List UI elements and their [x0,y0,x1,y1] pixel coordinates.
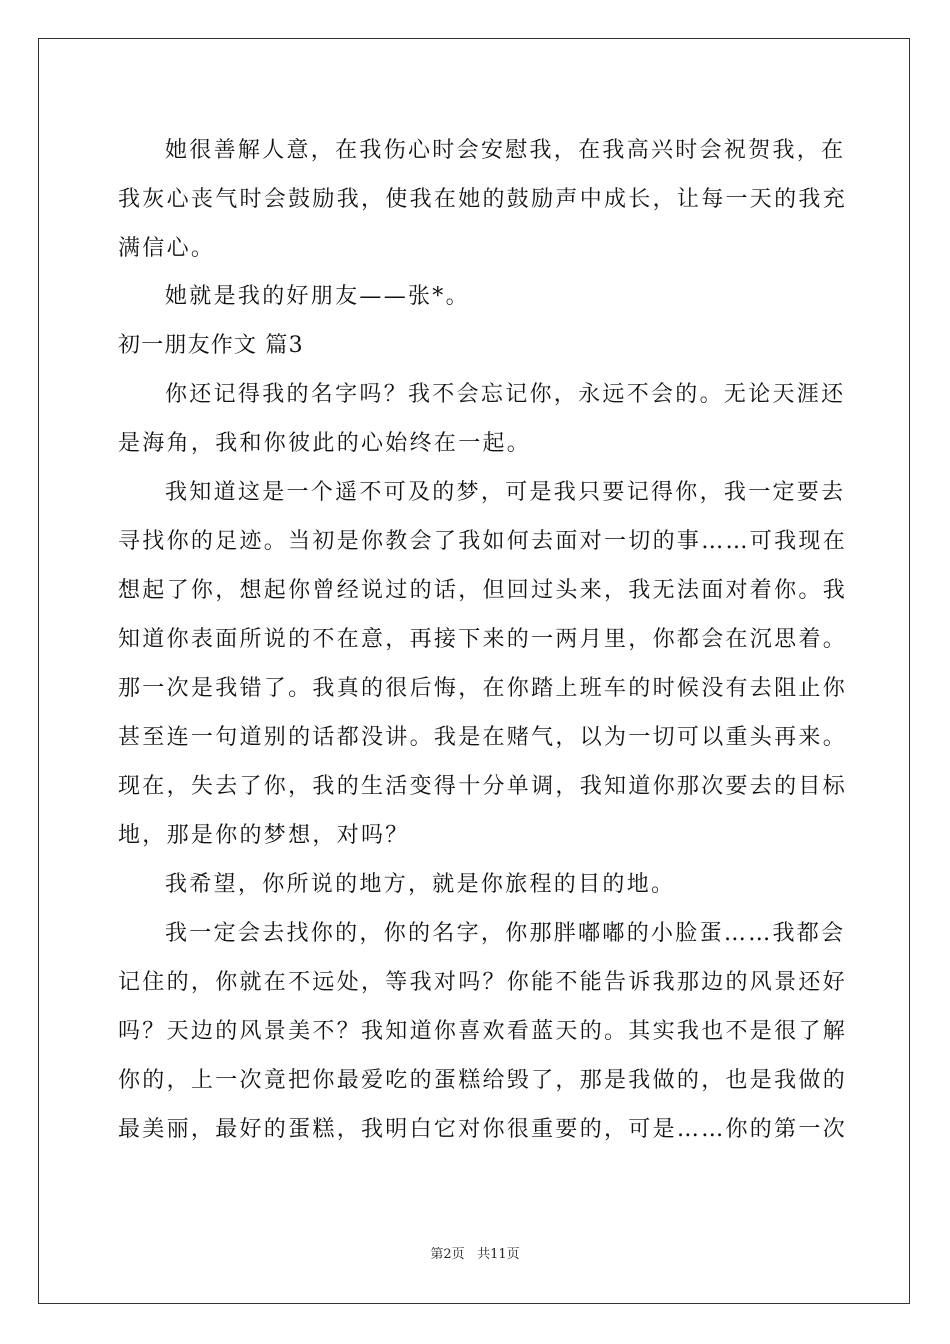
paragraph-line: 寻找你的足迹。当初是你教会了我如何去面对一切的事……可我现在 [118,529,848,554]
page-number: 第2页 [430,1247,465,1262]
page-footer [0,1246,950,1264]
paragraph-line: 想起了你，想起你曾经说过的话，但回过头来，我无法面对着你。我 [118,578,848,603]
paragraph-line: 那一次是我错了。我真的很后悔，在你踏上班车的时候没有去阻止你 [118,676,848,701]
paragraph-line: 她就是我的好朋友——张*。 [165,284,470,309]
paragraph-line: 现在，失去了你，我的生活变得十分单调，我知道你那次要去的目标 [118,774,848,799]
paragraph-line: 吗？天边的风景美不？我知道你喜欢看蓝天的。其实我也不是很了解 [118,1019,848,1044]
paragraph-line: 是海角，我和你彼此的心始终在一起。 [118,431,532,456]
paragraph-line: 我一定会去找你的，你的名字，你那胖嘟嘟的小脸蛋……我都会 [165,921,846,946]
paragraph-line: 她很善解人意，在我伤心时会安慰我，在我高兴时会祝贺我，在 [165,138,846,163]
paragraph-line: 满信心。 [118,236,216,261]
paragraph-line: 我希望，你所说的地方，就是你旅程的目的地。 [165,872,676,897]
paragraph-line: 我灰心丧气时会鼓励我，使我在她的鼓励声中成长，让每一天的我充 [118,187,848,212]
section-heading: 初一朋友作文 篇3 [118,333,304,358]
paragraph-line: 我知道这是一个遥不可及的梦，可是我只要记得你，我一定要去 [165,480,846,505]
paragraph-line: 你还记得我的名字吗？我不会忘记你，永远不会的。无论天涯还 [165,382,846,407]
paragraph-line: 记住的，你就在不远处，等我对吗？你能不能告诉我那边的风景还好 [118,970,848,995]
paragraph-line: 知道你表面所说的不在意，再接下来的一两月里，你都会在沉思着。 [118,627,848,652]
footer-gap [465,1247,477,1262]
paragraph-line: 你的，上一次竟把你最爱吃的蛋糕给毁了，那是我做的，也是我做的 [118,1068,848,1093]
paragraph-line: 地，那是你的梦想，对吗？ [118,823,410,848]
paragraph-line: 最美丽，最好的蛋糕，我明白它对你很重要的，可是……你的第一次 [118,1117,848,1142]
total-pages: 共11页 [477,1247,520,1262]
paragraph-line: 甚至连一句道别的话都没讲。我是在赌气，以为一切可以重头再来。 [118,725,848,750]
